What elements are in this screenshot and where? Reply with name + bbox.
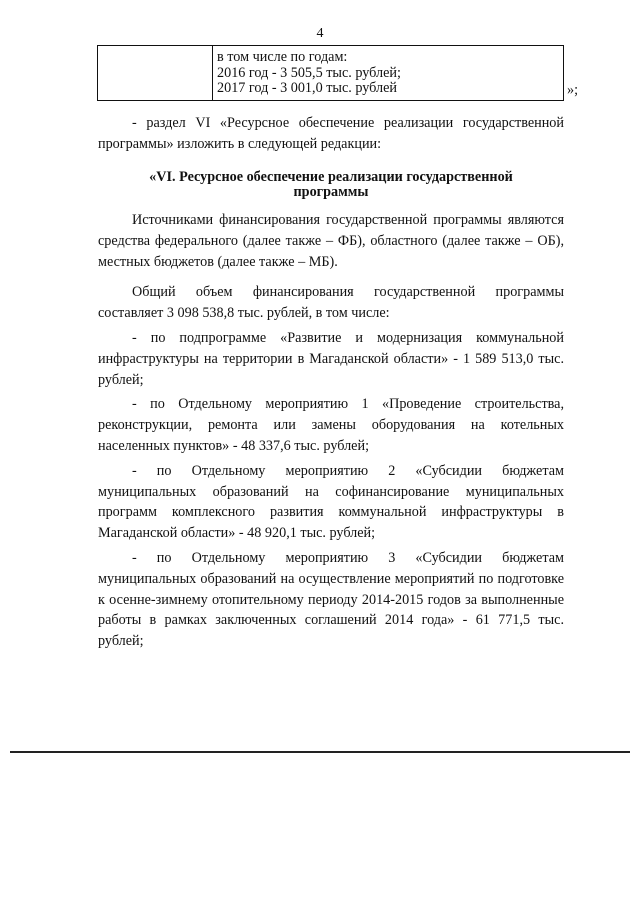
table-left-cell [98, 46, 213, 100]
table-line-1: в том числе по годам: [217, 49, 348, 65]
table-line-2: 2016 год - 3 505,5 тыс. рублей; [217, 64, 401, 81]
paragraph-measure-1: - по Отдельному мероприятию 1 «Проведение строительства, реконструкции, ремонта или замены оборудования на котельных населенных пунктов» - 48 337,6 тыс. рублей; [98, 396, 564, 454]
paragraph-total: Общий объем финансирования государственной программы составляет 3 098 538,8 тыс. рублей, в том числе: [98, 284, 564, 322]
intro-paragraph: - раздел VI «Ресурсное обеспечение реализации государственной программы» изложить в следующей редакции: [98, 115, 564, 152]
funding-table [97, 45, 564, 101]
paragraph-measure-2: - по Отдельному мероприятию 2 «Субсидии бюджетам муниципальных образований на софинансирование муниципальных программ комплексного развития коммунальной инфраструктуры в Магаданской области» - 48 920,1 тыс. рублей; [98, 462, 564, 542]
table-right-cell [213, 46, 563, 100]
section-heading [98, 170, 564, 200]
section-heading-line-1: «VI. Ресурсное обеспечение реализации государственной [149, 169, 513, 185]
paragraph-sources: Источниками финансирования государственной программы являются средства федерального (далее также – ФБ), областного (далее также – ОБ), местных бюджетов (далее также – МБ). [98, 212, 564, 270]
intro-block [98, 113, 564, 155]
section-heading-line-2: программы [293, 184, 369, 200]
table-closing-mark: »; [567, 82, 579, 98]
page-number: 4 [316, 26, 324, 41]
body-text [98, 210, 564, 652]
paragraph-measure-3: - по Отдельному мероприятию 3 «Субсидии бюджетам муниципальных образований на осуществление мероприятий по подготовке к осенне-зимнему отопительному периоду 2014-2015 годов за выполненные работы в рамках заключенных соглашений 2014 года» - 61 771,5 тыс. рублей; [98, 549, 564, 650]
page-bottom-rule [10, 751, 630, 753]
paragraph-subprogram: - по подпрограмме «Развитие и модернизация коммунальной инфраструктуры на территории в Магаданской области» - 1 589 513,0 тыс. рублей; [98, 329, 564, 388]
table-line-3: 2017 год - 3 001,0 тыс. рублей [217, 80, 397, 96]
